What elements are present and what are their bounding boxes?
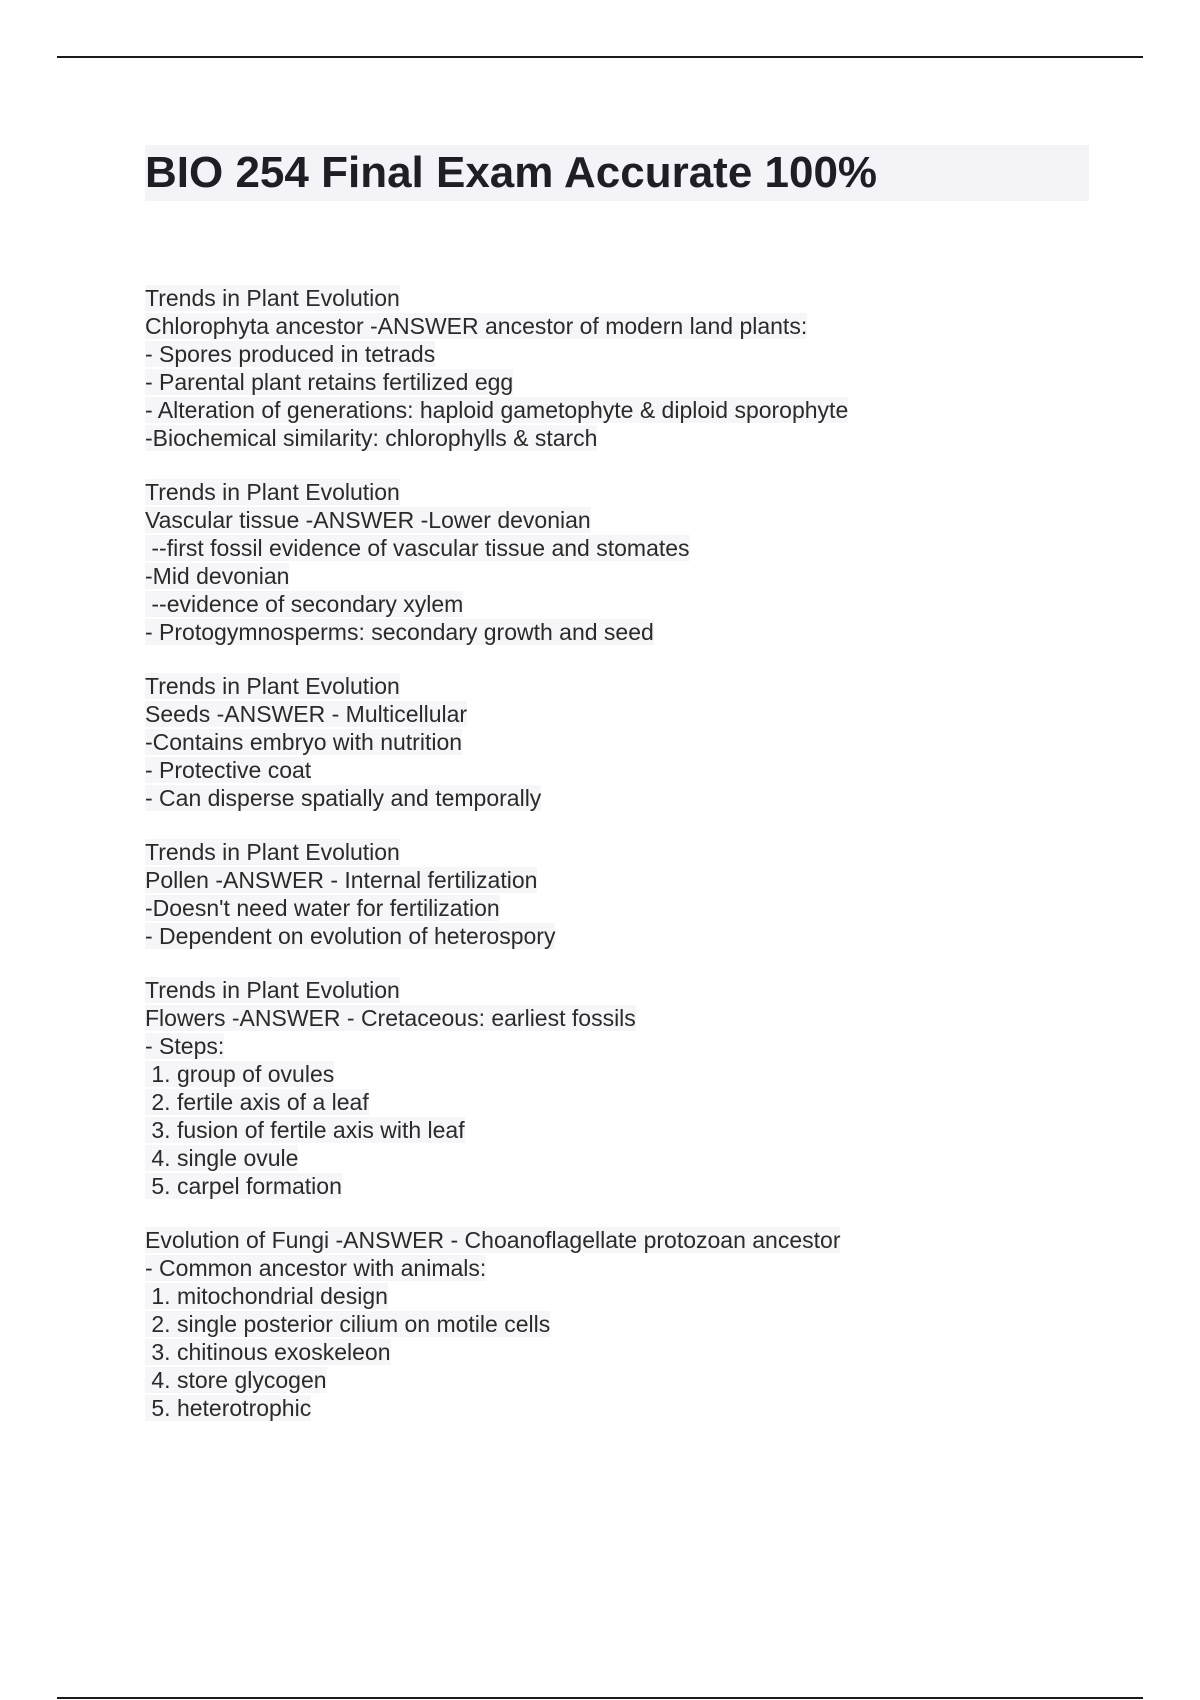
entry-line: - Protogymnosperms: secondary growth and seed <box>145 619 654 645</box>
entry-line: -Biochemical similarity: chlorophylls & starch <box>145 425 598 451</box>
qa-entry <box>145 838 1089 950</box>
entry-line: 5. carpel formation <box>145 1173 342 1199</box>
qa-entry <box>145 672 1089 812</box>
entry-line: - Protective coat <box>145 757 312 783</box>
entry-line: -Contains embryo with nutrition <box>145 729 463 755</box>
entry-line: 2. fertile axis of a leaf <box>145 1089 369 1115</box>
entry-line: 3. chitinous exoskeleon <box>145 1339 391 1365</box>
entry-line: 2. single posterior cilium on motile cells <box>145 1311 551 1337</box>
entry-line: - Dependent on evolution of heterospory <box>145 923 556 949</box>
bottom-rule <box>57 1697 1143 1699</box>
entry-line: - Spores produced in tetrads <box>145 341 436 367</box>
entry-line: Trends in Plant Evolution <box>145 977 400 1003</box>
entry-line: Trends in Plant Evolution <box>145 673 400 699</box>
entry-line: --evidence of secondary xylem <box>145 591 464 617</box>
qa-entry <box>145 478 1089 646</box>
entry-line: --first fossil evidence of vascular tissue and stomates <box>145 535 690 561</box>
entry-line: - Common ancestor with animals: <box>145 1255 487 1281</box>
entry-line: 1. group of ovules <box>145 1061 335 1087</box>
entry-line: - Alteration of generations: haploid gametophyte & diploid sporophyte <box>145 397 849 423</box>
entry-line: Evolution of Fungi -ANSWER - Choanoflagellate protozoan ancestor <box>145 1227 841 1253</box>
entry-line: 3. fusion of fertile axis with leaf <box>145 1117 465 1143</box>
entry-line: Pollen -ANSWER - Internal fertilization <box>145 867 538 893</box>
entry-line: Chlorophyta ancestor -ANSWER ancestor of modern land plants: <box>145 313 808 339</box>
entry-line: - Parental plant retains fertilized egg <box>145 369 514 395</box>
entry-line: Trends in Plant Evolution <box>145 839 400 865</box>
top-rule <box>57 56 1143 58</box>
document-title: BIO 254 Final Exam Accurate 100% <box>145 148 878 197</box>
qa-entry <box>145 1226 1089 1422</box>
entry-line: Flowers -ANSWER - Cretaceous: earliest fossils <box>145 1005 636 1031</box>
entry-line: -Mid devonian <box>145 563 290 589</box>
entry-line: Seeds -ANSWER - Multicellular <box>145 701 468 727</box>
entry-line: -Doesn't need water for fertilization <box>145 895 500 921</box>
title-banner <box>145 145 1089 201</box>
entry-line: 4. store glycogen <box>145 1367 327 1393</box>
entry-line: - Steps: <box>145 1033 225 1059</box>
entry-line: Trends in Plant Evolution <box>145 479 400 505</box>
entry-line: 5. heterotrophic <box>145 1395 312 1421</box>
entry-line: 1. mitochondrial design <box>145 1283 388 1309</box>
qa-entry <box>145 284 1089 452</box>
entry-line: 4. single ovule <box>145 1145 299 1171</box>
document-body <box>145 284 1089 1448</box>
qa-entry <box>145 976 1089 1200</box>
entry-line: Vascular tissue -ANSWER -Lower devonian <box>145 507 591 533</box>
entry-line: - Can disperse spatially and temporally <box>145 785 542 811</box>
entry-line: Trends in Plant Evolution <box>145 285 400 311</box>
